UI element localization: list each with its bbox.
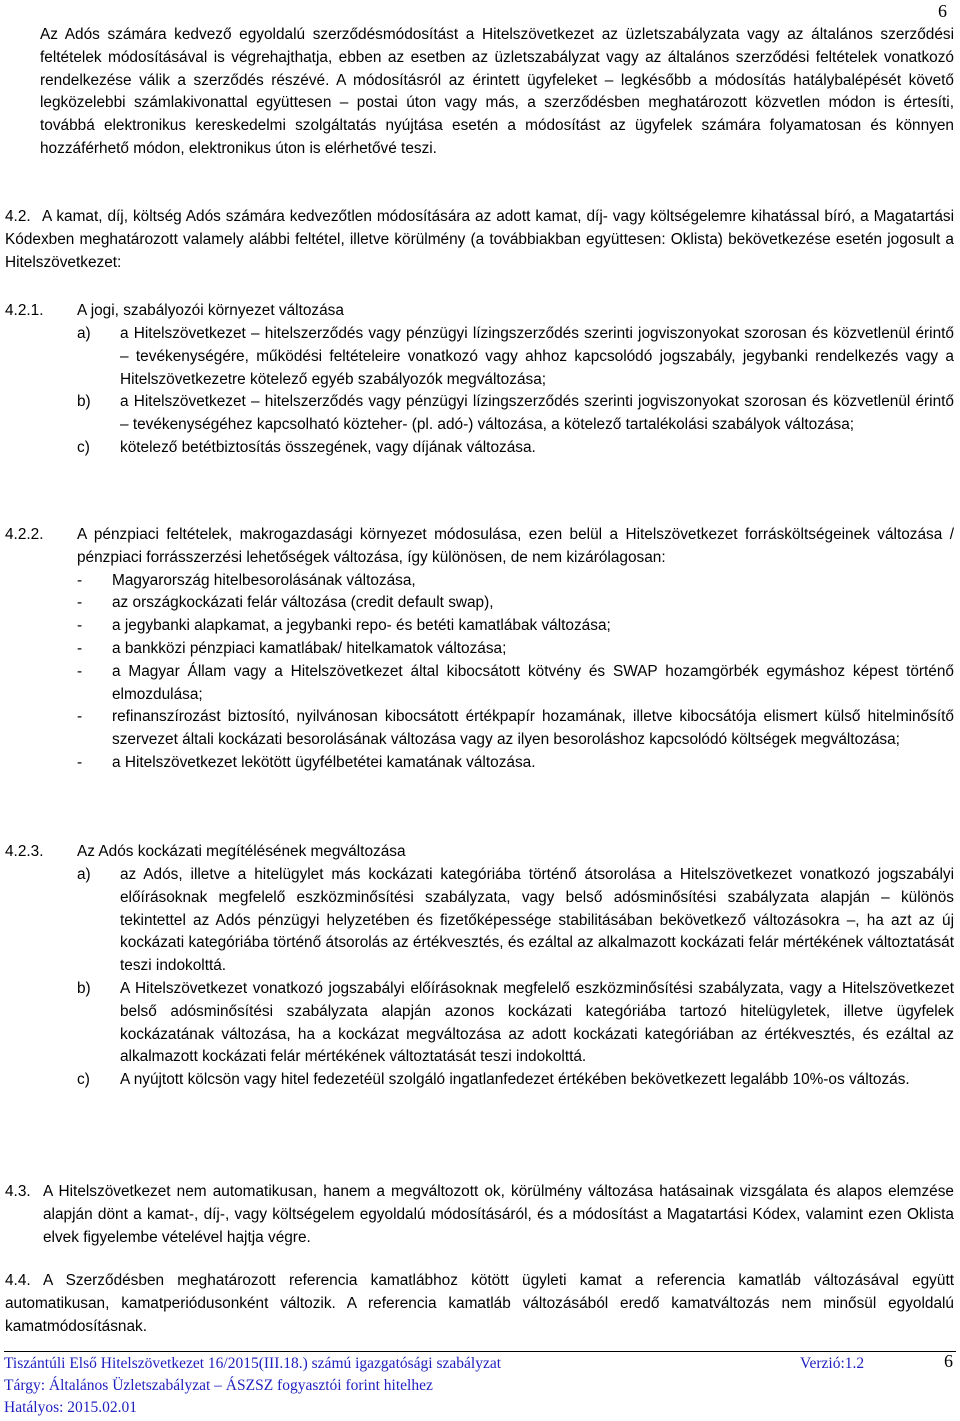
item-marker: b) [77, 393, 91, 411]
list-item [77, 661, 954, 707]
item-marker: - [77, 639, 83, 657]
section-4-2-2 [77, 524, 954, 775]
list-item [77, 592, 954, 615]
item-marker: - [77, 708, 83, 726]
list-item [77, 570, 954, 593]
list-item [77, 437, 954, 460]
item-text: a Magyar Állam vagy a Hitelszövetkezet által kibocsátott kötvény és SWAP hozamgörbék egymáshoz képest történő elmozdulása; [112, 662, 954, 703]
section-number: 4.2. [5, 208, 31, 225]
item-text: a bankközi pénzpiaci kamatlábak/ hitelkamatok változása; [112, 639, 507, 657]
item-marker: - [77, 571, 83, 589]
item-text: az Adós, illetve a hitelügylet más kockázati kategóriába történő átsorolása a Hitelszövetkezet vonatkozó jogszabályi előírásoknak megfelelő eszközminősítési szabályzata, vagy belső adósminősítési szabályzata alapján – különös tekintettel az Adós pénzügyi helyzetében és fizetőképessége stabilitásában bekövetkező változásokra –, ha azt az új kockázati kategóriába történő átsorolás az értékvesztés, és ezáltal az alkalmazott kockázati felár mértékének változtatását teszi indokolttá. [120, 866, 954, 975]
list-item [77, 864, 954, 978]
item-text: a Hitelszövetkezet lekötött ügyfélbetétei kamatának változása. [112, 753, 536, 771]
item-marker: c) [77, 438, 90, 456]
item-marker: a) [77, 866, 91, 883]
item-text: az országkockázati felár változása (credit default swap), [112, 594, 494, 612]
section-4-2-1-list [77, 323, 954, 460]
item-marker: - [77, 617, 83, 635]
list-item [77, 706, 954, 752]
item-marker: - [77, 662, 83, 680]
item-text: a jegybanki alapkamat, a jegybanki repo- és betéti kamatlábak változása; [112, 617, 611, 635]
item-text: A Hitelszövetkezet vonatkozó jogszabályi előírásoknak megfelelő eszközminősítési szabályzata, vagy a Hitelszövetkezet belső adósminősítési szabályzata alapján azonos kockázati kategóriába tartozó hitelügyletek, illetve ügyfelek kockázatának változása, ha a kockázat megváltozása az adott kockázati kategóriában az értékvesztés, és ezáltal az alkalmazott kockázati felár mértékének változtatását teszi indokolttá. [120, 979, 954, 1066]
item-marker: b) [77, 979, 91, 997]
footer-effective-date: Hatályos: 2015.02.01 [4, 1399, 138, 1416]
section-number: 4.4. [5, 1272, 31, 1289]
item-text: refinanszírozást biztosító, nyilvánosan kibocsátott értékpapír hozamának, illetve kibocsátója elismert külső hitelminősítő szervezet általi kockázati besorolásának változása vagy az ilyen besoroláshoz kapcsolódó költségek megváltozása; [112, 708, 954, 749]
section-4-3 [5, 1181, 954, 1249]
item-marker: - [77, 753, 83, 771]
section-4-2-3-list [77, 864, 954, 1092]
section-4-4 [5, 1270, 954, 1338]
item-text: Magyarország hitelbesorolásának változása, [112, 571, 416, 589]
section-4-2-1-number: 4.2.1. [5, 302, 44, 319]
list-item [77, 1069, 954, 1092]
footer-subject: Tárgy: Általános Üzletszabályzat – ÁSZSZ fogyasztói forint hitelhez [4, 1377, 433, 1394]
section-text: A pénzpiaci feltételek, makrogazdasági környezet módosulása, ezen belül a Hitelszövetkezet forrásköltségeinek változása / pénzpiaci forrásszerzési lehetőségek változása, így különösen, de nem kizárólagosan: [77, 526, 954, 566]
section-text: A kamat, díj, költség Adós számára kedvezőtlen módosítására az adott kamat, díj- vagy költségelemre kihatással bíró, a Magatartási Kódexben meghatározott valamely alábbi feltétel, illetve körülmény (a továbbiakban együttesen: Oklista) bekövetkezése esetén jogosult a Hitelszövetkezet: [5, 208, 954, 271]
section-4-2-3-title: Az Adós kockázati megítélésének megváltozása [77, 843, 406, 860]
page-number-top: 6 [938, 1, 947, 21]
section-4-2-1-title: A jogi, szabályozói környezet változása [77, 302, 344, 319]
list-item [77, 752, 954, 775]
page-footer [4, 1351, 954, 1420]
section-text: A Hitelszövetkezet nem automatikusan, hanem a megváltozott ok, körülmény változása hatásainak vizsgálata és alapos elemzése alapján dönt a kamat-, díj-, vagy költségelem egyoldalú módosításáról, és a módosítást a Magatartási Kódex, valamint ezen Oklista elvek figyelembe vételével hajtja végre. [43, 1183, 954, 1246]
item-marker: c) [77, 1071, 90, 1089]
section-4-2-3-number: 4.2.3. [5, 843, 44, 860]
item-text: a Hitelszövetkezet – hitelszerződés vagy pénzügyi lízingszerződés szerinti jogviszonyokat szorosan és közvetlenül érintő – tevékenységéhez kapcsolható közteher- (pl. adó-) változása, a kötelező tartalékolási szabályok változása; [120, 393, 954, 434]
list-item [77, 323, 954, 391]
footer-divider [4, 1351, 956, 1352]
item-marker: - [77, 594, 83, 612]
footer-institution: Tiszántúli Első Hitelszövetkezet 16/2015(III.18.) számú igazgatósági szabályzat [4, 1355, 502, 1372]
item-text: A nyújtott kölcsön vagy hitel fedezetéül szolgáló ingatlanfedezet értékében bekövetkezett legalább 10%-os változás. [120, 1071, 910, 1089]
section-4-2-2-number: 4.2.2. [5, 526, 44, 543]
footer-page-number: 6 [944, 1351, 953, 1371]
section-text: A Szerződésben meghatározott referencia kamatlábhoz kötött ügyleti kamat a referencia kamatláb változásával együtt automatikusan, kamatperiódusonként változik. A referencia kamatláb változásából eredő kamatváltozás nem minősül egyoldalú kamatmódosításnak. [5, 1272, 954, 1335]
section-4-2 [5, 206, 954, 274]
item-text: a Hitelszövetkezet – hitelszerződés vagy pénzügyi lízingszerződés szerinti jogviszonyokat szorosan és közvetlenül érintő – tevékenységére, működési feltételeire vonatkozó vagy ahhoz kapcsolódó jogszabály, jegybanki rendelkezés vagy a Hitelszövetkezetre kötelező egyéb szabályozók megváltozása; [120, 325, 954, 388]
item-marker: a) [77, 325, 91, 342]
list-item [77, 978, 954, 1069]
footer-version: Verzió:1.2 [800, 1355, 865, 1372]
section-number: 4.3. [5, 1183, 31, 1200]
item-text: kötelező betétbiztosítás összegének, vagy díjának változása. [120, 438, 536, 456]
intro-paragraph: Az Adós számára kedvező egyoldalú szerződésmódosítást a Hitelszövetkezet az üzletszabályzata vagy az általános szerződési feltételek módosításával is végrehajthatja, ebben az esetben az üzletszabályzat vagy az általános szerződési feltételek vonatkozó rendelkezése válik a szerződés részévé. A módosításról az érintett ügyfeleket – legkésőbb a módosítás hatálybalépését követő legközelebbi számlakivonattal együttesen – postai úton vagy más, a szerződésben meghatározott közvetlen módon is értesíti, továbbá elektronikus kereskedelmi szolgáltatás nyújtása esetén a módosítást az ügyfelek számára folyamatosan és könnyen hozzáférhető módon, elektronikus úton is elérhetővé teszi. [40, 26, 954, 157]
list-item [77, 391, 954, 437]
list-item [77, 638, 954, 661]
list-item [77, 615, 954, 638]
